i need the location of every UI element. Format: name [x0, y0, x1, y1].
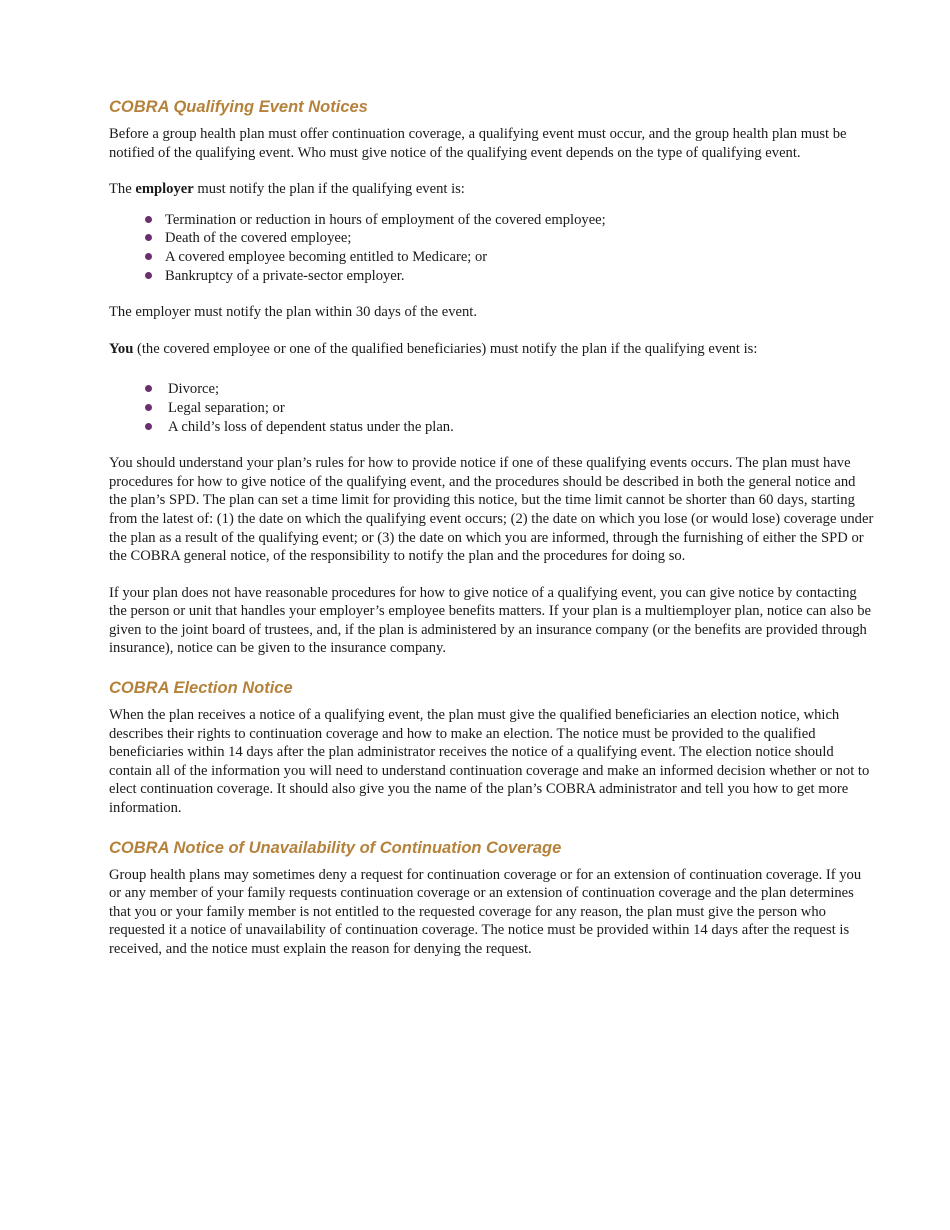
you-notify-line	[109, 340, 876, 359]
election-notice-body: When the plan receives a notice of a qualifying event, the plan must give the qualified beneficiaries an election notice, which describes their rights to continuation coverage and how to make an election. The notice must be provided to the qualified beneficiaries within 14 days after the plan administrator receives the notice of a qualifying event. The election notice should contain all of the information you will need to understand continuation coverage and make an informed decision whether or not to elect continuation coverage. It should also give you the name of the plan’s COBRA administrator and tell you how to get more information.	[109, 707, 870, 817]
you-bold: You	[109, 340, 134, 357]
list-item: A covered employee becoming entitled to Medicare; or	[145, 248, 876, 267]
employer-prefix: The	[109, 181, 136, 198]
plan-rules-paragraph: You should understand your plan’s rules for how to provide notice if one of these qualifying events occurs. The plan must have procedures for how to give notice of the qualifying event, and the procedures should be described in both the general notice and the plan’s SPD. The plan can set a time limit for providing this notice, but the time limit cannot be shorter than 60 days, starting from the latest of: (1) the date on which the qualifying event occurs; (2) the date on which you lose (or would lose) coverage under the plan as a result of the qualifying event; or (3) the date on which you are informed, through the furnishing of either the SPD or the COBRA general notice, of the responsibility to notify the plan and the procedures for doing so.	[109, 455, 874, 565]
employer-bold: employer	[135, 181, 194, 198]
bullet-icon	[145, 216, 152, 223]
qualifying-event-intro: Before a group health plan must offer continuation coverage, a qualifying event must occur, and the group health plan must be notified of the qualifying event. Who must give notice of the qualifying event depends on the type of qualifying event.	[109, 126, 847, 161]
employer-notify-line	[109, 180, 876, 199]
bullet-icon	[145, 385, 152, 392]
employer-events-list	[109, 211, 876, 285]
you-events-list	[109, 380, 876, 436]
list-item: A child’s loss of dependent status under the plan.	[145, 418, 876, 437]
list-item: Death of the covered employee;	[145, 229, 876, 248]
list-item: Termination or reduction in hours of employment of the covered employee;	[145, 211, 876, 230]
employer-suffix: must notify the plan if the qualifying event is:	[193, 181, 465, 198]
you-suffix: (the covered employee or one of the qualified beneficiaries) must notify the plan if the qualifying event is:	[133, 340, 758, 357]
bullet-icon	[145, 253, 152, 260]
list-item: Legal separation; or	[145, 399, 876, 418]
unavailability-notice-body: Group health plans may sometimes deny a request for continuation coverage or for an extension of continuation coverage. If you or any member of your family requests continuation coverage or an extension of continuation coverage and the plan determines that you or your family member is not entitled to the requested coverage for any reason, the plan must give the person who requested it a notice of unavailability of continuation coverage. The notice must be provided within 14 days after the request is received, and the notice must explain the reason for denying the request.	[109, 866, 862, 957]
section-heading-unavailability-notice: COBRA Notice of Unavailability of Continuation Coverage	[109, 838, 562, 857]
bullet-icon	[145, 272, 152, 279]
bullet-icon	[145, 234, 152, 241]
list-item: Bankruptcy of a private-sector employer.	[145, 267, 876, 286]
reasonable-procedures-paragraph: If your plan does not have reasonable procedures for how to give notice of a qualifying event, you can give notice by contacting the person or unit that handles your employer’s employee benefits matters. If your plan is a multiemployer plan, notice can also be given to the joint board of trustees, and, if the plan is administered by an insurance company (or the benefits are provided through insurance), notice can be given to the insurance company.	[109, 584, 872, 657]
section-heading-qualifying-event-notices: COBRA Qualifying Event Notices	[109, 98, 368, 116]
list-item: Divorce;	[145, 380, 876, 399]
employer-deadline: The employer must notify the plan within 30 days of the event.	[109, 304, 478, 321]
section-heading-election-notice: COBRA Election Notice	[109, 679, 293, 698]
bullet-icon	[145, 423, 152, 430]
bullet-icon	[145, 404, 152, 411]
